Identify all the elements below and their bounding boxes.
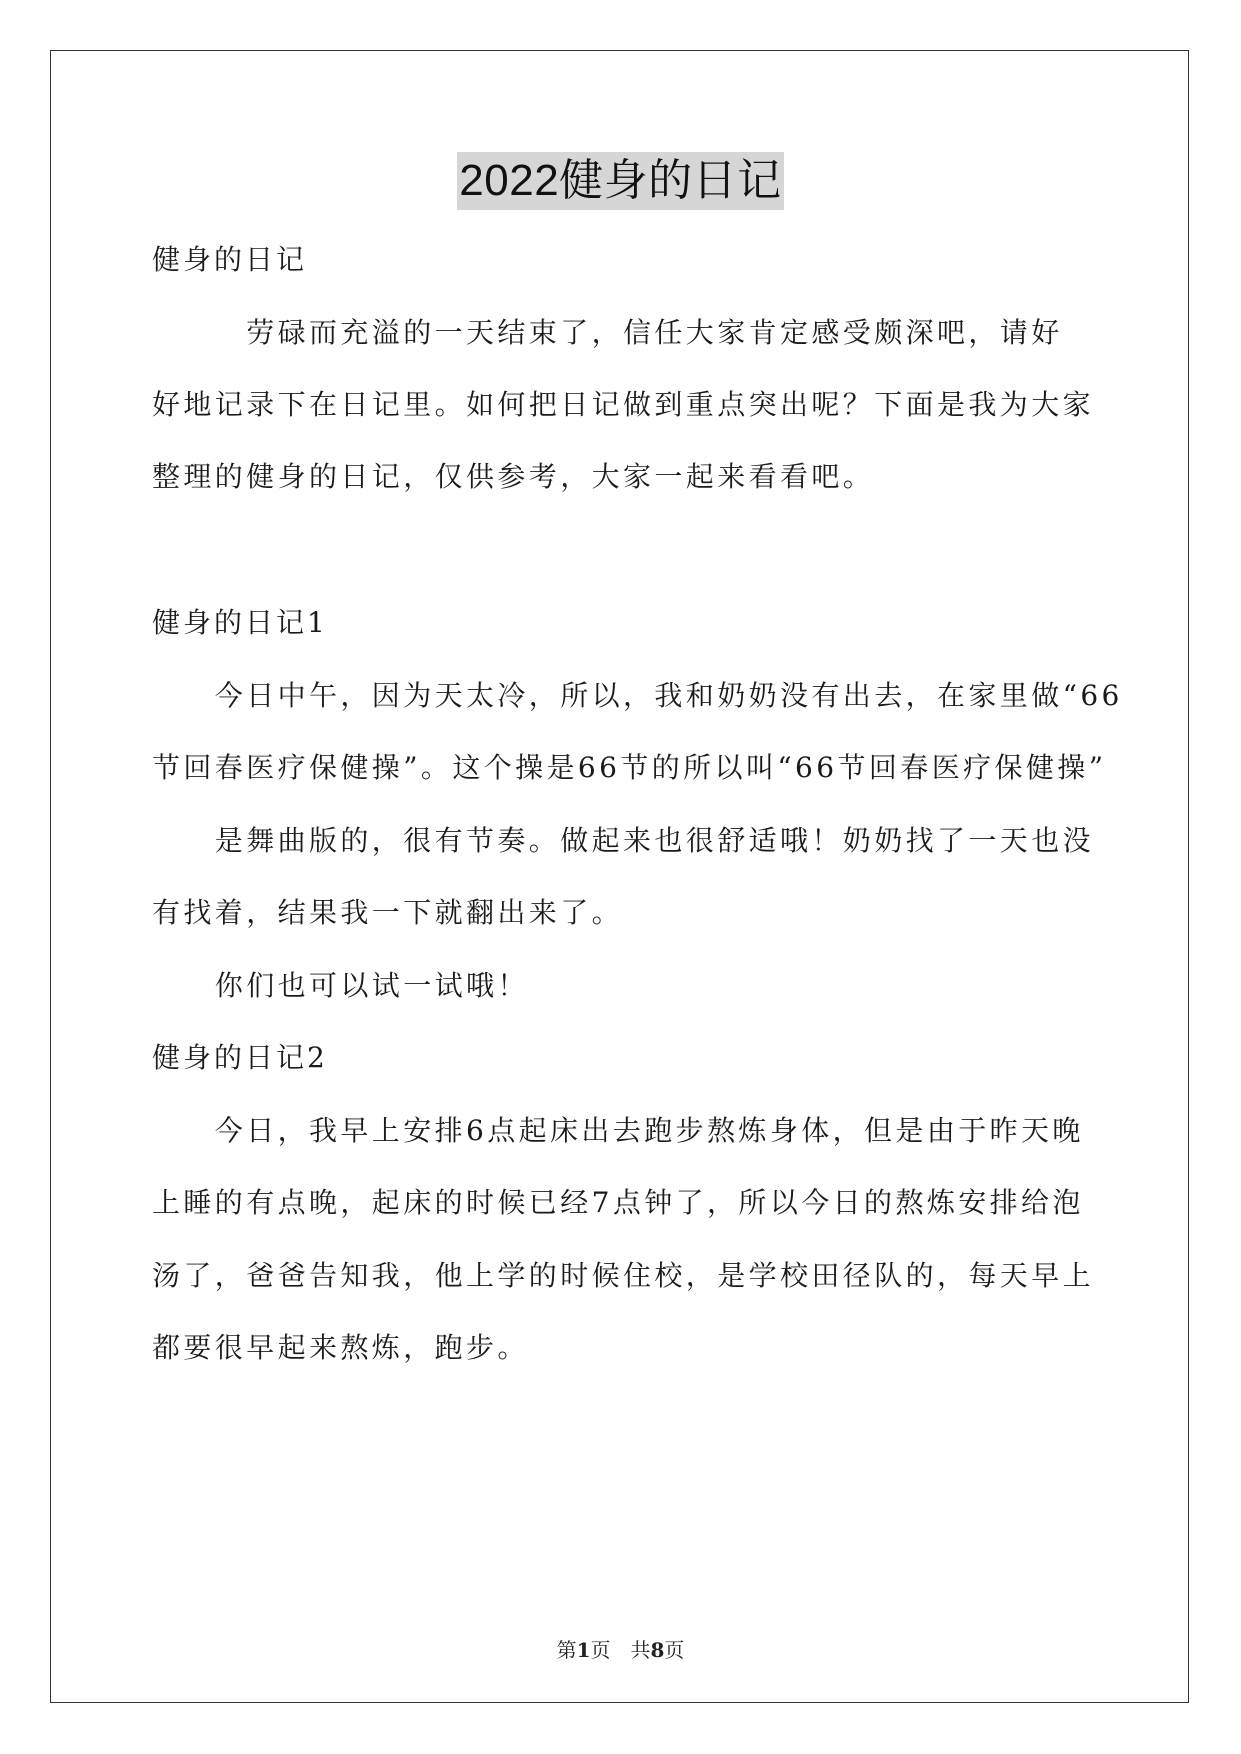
paragraph-line: 上睡的有点晚，起床的时候已经7点钟了，所以今日的熬炼安排给泡 [152,1186,1084,1219]
paragraph-line: 你们也可以试一试哦！ [152,969,529,1002]
section-heading-2: 健身的日记2 [152,1041,328,1074]
paragraph-line: 今日，我早上安排6点起床出去跑步熬炼身体，但是由于昨天晚 [152,1114,1084,1147]
footer-suffix: 页 [664,1638,685,1662]
title-container [0,152,1241,210]
document-title: 2022健身的日记 [457,152,783,210]
page-border [50,50,1189,1703]
footer-prefix: 第 [556,1638,577,1662]
paragraph-line: 整理的健身的日记，仅供参考，大家一起来看看吧。 [152,460,875,493]
paragraph-line: 都要很早起来熬炼，跑步。 [152,1331,529,1364]
page-footer [0,1636,1241,1664]
footer-mid: 页 共 [590,1638,651,1662]
paragraph-line: 劳碌而充溢的一天结束了，信任大家肯定感受颇深吧，请好 [152,316,1063,349]
paragraph-line: 汤了，爸爸告知我，他上学的时候住校，是学校田径队的，每天早上 [152,1259,1095,1292]
total-page-number: 8 [650,1638,665,1662]
intro-heading: 健身的日记 [152,243,308,276]
paragraph-line: 节回春医疗保健操”。这个操是66节的所以叫“66节回春医疗保健操” [152,751,1107,784]
paragraph-line: 今日中午，因为天太冷，所以，我和奶奶没有出去，在家里做“66 [152,679,1123,712]
current-page-number: 1 [576,1638,591,1662]
section-heading-1: 健身的日记1 [152,606,328,639]
paragraph-line: 好地记录下在日记里。如何把日记做到重点突出呢？下面是我为大家 [152,388,1095,421]
paragraph-line: 有找着，结果我一下就翻出来了。 [152,896,624,929]
paragraph-line: 是舞曲版的，很有节奏。做起来也很舒适哦！奶奶找了一天也没 [152,824,1095,857]
